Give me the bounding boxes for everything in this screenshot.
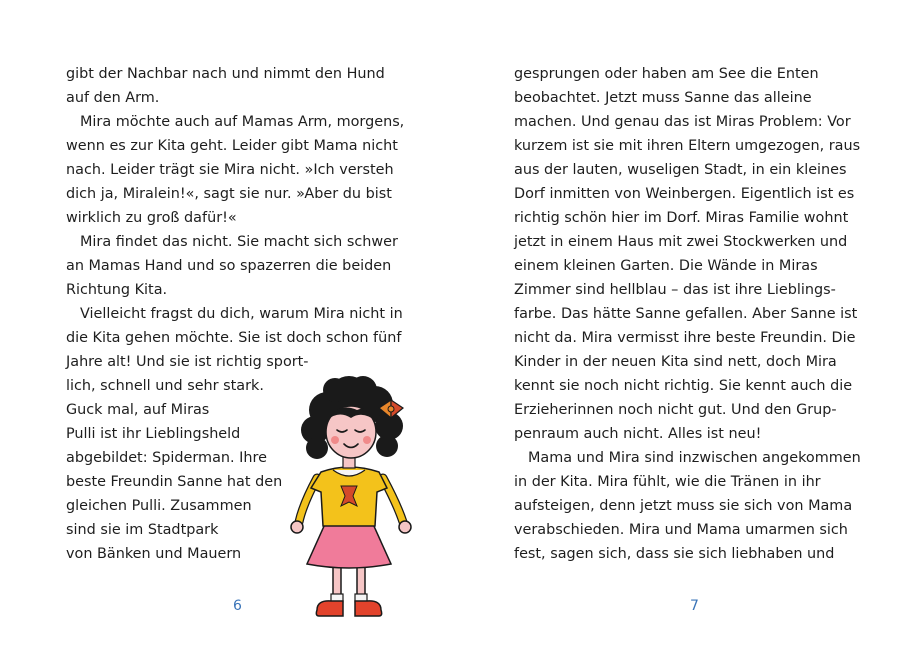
text-line: Richtung Kita. bbox=[66, 282, 168, 298]
text-line: jetzt in einem Haus mit zwei Stockwerken und bbox=[514, 234, 848, 250]
text-line: beobachtet. Jetzt muss Sanne das alleine bbox=[514, 90, 812, 106]
text-line: an Mamas Hand und so spazerren die beiden bbox=[66, 258, 392, 274]
text-line: nach. Leider trägt sie Mira nicht. »Ich versteh bbox=[66, 162, 394, 178]
text-line: einem kleinen Garten. Die Wände in Miras bbox=[514, 258, 818, 274]
text-line: wirklich zu groß dafür!« bbox=[66, 210, 237, 226]
text-line: Guck mal, auf Miras bbox=[66, 402, 210, 418]
text-line: lich, schnell und sehr stark. bbox=[66, 378, 264, 394]
right-page bbox=[459, 0, 918, 648]
text-line: auf den Arm. bbox=[66, 90, 160, 106]
text-line: gesprungen oder haben am See die Enten bbox=[514, 66, 819, 82]
left-shoe bbox=[316, 601, 343, 616]
text-line: farbe. Das hätte Sanne gefallen. Aber Sanne ist bbox=[514, 306, 858, 322]
text-line: kennt sie noch nicht richtig. Sie kennt auch die bbox=[514, 378, 853, 394]
text-line: gibt der Nachbar nach und nimmt den Hund bbox=[66, 66, 385, 82]
page-number: 7 bbox=[690, 598, 699, 614]
girl-illustration bbox=[287, 374, 427, 624]
text-line: Erzieherinnen noch nicht gut. Und den Grup- bbox=[514, 402, 837, 418]
text-line: beste Freundin Sanne hat den bbox=[66, 474, 283, 490]
text-line: verabschieden. Mira und Mama umarmen sich bbox=[514, 522, 848, 538]
text-line: Mira möchte auch auf Mamas Arm, morgens, bbox=[80, 114, 405, 130]
text-line: fest, sagen sich, dass sie sich liebhaben und bbox=[514, 546, 835, 562]
text-line: kurzem ist sie mit ihren Eltern umgezogen, raus bbox=[514, 138, 861, 154]
text-line: wenn es zur Kita geht. Leider gibt Mama nicht bbox=[66, 138, 398, 154]
text-line: dich ja, Miralein!«, sagt sie nur. »Aber du bist bbox=[66, 186, 392, 202]
text-line: Jahre alt! Und sie ist richtig sport- bbox=[66, 354, 309, 370]
text-line: Kinder in der neuen Kita sind nett, doch Mira bbox=[514, 354, 837, 370]
text-line: sind sie im Stadtpark bbox=[66, 522, 219, 538]
text-line: Mama und Mira sind inzwischen angekommen bbox=[528, 450, 861, 466]
text-line: abgebildet: Spiderman. Ihre bbox=[66, 450, 267, 466]
text-line: machen. Und genau das ist Miras Problem: Vor bbox=[514, 114, 851, 130]
text-line: aufsteigen, denn jetzt muss sie sich von Mama bbox=[514, 498, 853, 514]
text-line: Vielleicht fragst du dich, warum Mira nicht in bbox=[80, 306, 403, 322]
skirt bbox=[307, 524, 391, 568]
text-line: von Bänken und Mauern bbox=[66, 546, 242, 562]
text-line: Dorf inmitten von Weinbergen. Eigentlich ist es bbox=[514, 186, 855, 202]
page-number: 6 bbox=[233, 598, 242, 614]
left-cheek bbox=[331, 436, 339, 444]
right-shoe bbox=[355, 601, 382, 616]
text-line: penraum auch nicht. Alles ist neu! bbox=[514, 426, 762, 442]
text-line: gleichen Pulli. Zusammen bbox=[66, 498, 252, 514]
text-line: richtig schön hier im Dorf. Miras Familie wohnt bbox=[514, 210, 849, 226]
left-hand bbox=[291, 521, 303, 533]
text-line: Zimmer sind hellblau – das ist ihre Lieblings- bbox=[514, 282, 836, 298]
text-line: die Kita gehen möchte. Sie ist doch schon fünf bbox=[66, 330, 402, 346]
text-line: nicht da. Mira vermisst ihre beste Freundin. Die bbox=[514, 330, 856, 346]
text-line: Mira findet das nicht. Sie macht sich schwer bbox=[80, 234, 398, 250]
right-cheek bbox=[363, 436, 371, 444]
text-line: in der Kita. Mira fühlt, wie die Tränen in ihr bbox=[514, 474, 821, 490]
right-hand bbox=[399, 521, 411, 533]
text-line: Pulli ist ihr Lieblingsheld bbox=[66, 426, 241, 442]
text-line: aus der lauten, wuseligen Stadt, in ein kleines bbox=[514, 162, 847, 178]
